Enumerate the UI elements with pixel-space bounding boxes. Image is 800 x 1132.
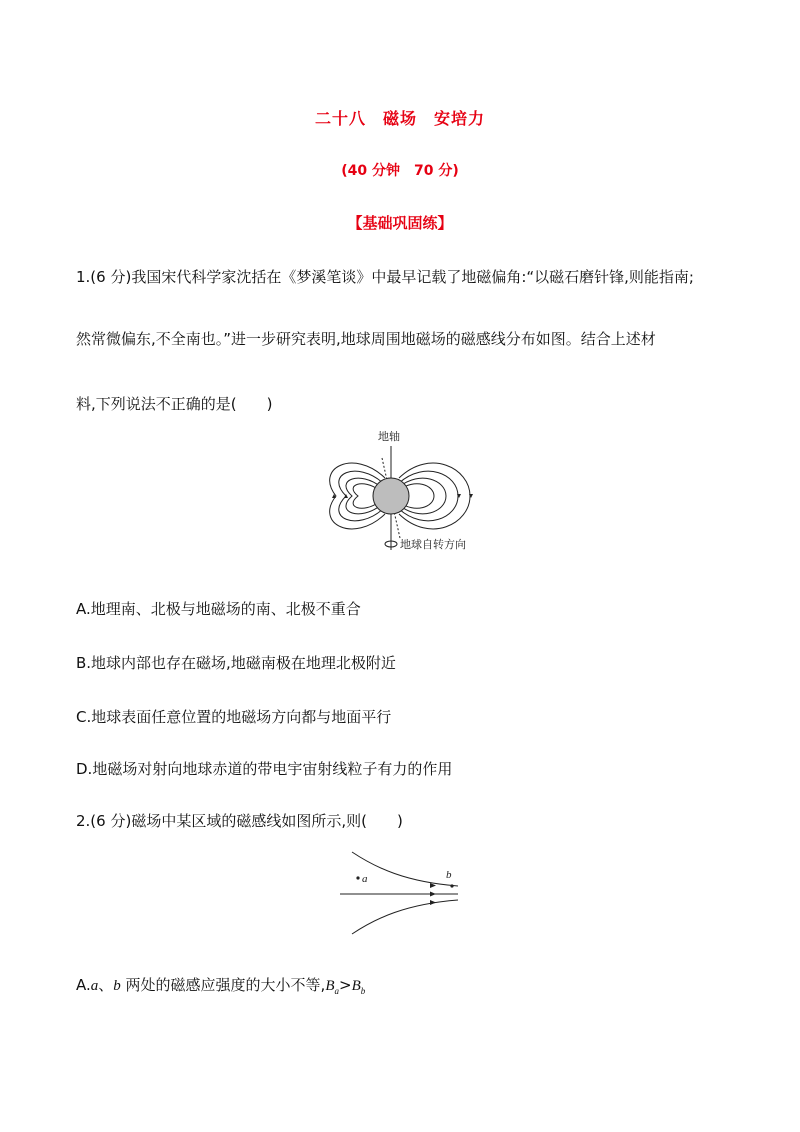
q1-option-c: C.地球表面任意位置的地磁场方向都与地面平行 [76,708,392,726]
page-title: 二十八 磁场 安培力 [314,109,485,128]
var-b: b [113,978,121,994]
earth-axis-label: 地轴 [378,430,400,443]
separator: 、 [98,976,114,994]
field-lines-figure [336,848,466,938]
q1-stem-line-3: 料,下列说法不正确的是( ) [76,395,273,413]
greater-than: > [339,976,352,994]
q1-stem-line-1: 1.(6 分)我国宋代科学家沈括在《梦溪笔谈》中最早记载了地磁偏角:“以磁石磨针锋,则能指南; [76,268,694,286]
point-a-label: a [362,873,368,885]
earth-globe [373,478,409,514]
q1-option-d: D.地磁场对射向地球赤道的带电宇宙射线粒子有力的作用 [76,760,453,778]
point-b-label: b [446,869,452,881]
time-score-subtitle: (40 分钟 70 分) [341,163,459,179]
var-B-b: B [351,978,361,994]
q1-option-a: A.地理南、北极与地磁场的南、北极不重合 [76,600,361,618]
rotation-direction-label: 地球自转方向 [400,538,466,551]
q2-stem: 2.(6 分)磁场中某区域的磁感线如图所示,则( ) [76,812,403,830]
var-a: a [90,978,99,994]
subscript-a: a [334,986,339,996]
q1-option-b: B.地球内部也存在磁场,地磁南极在地理北极附近 [76,654,396,672]
subscript-b: b [360,986,366,996]
q1-stem-line-2: 然常微偏东,不全南也。”进一步研究表明,地球周围地磁场的磁感线分布如图。结合上述材 [76,330,656,348]
section-heading: 【基础巩固练】 [347,214,453,232]
option-letter: A. [76,976,91,994]
option-text: 两处的磁感应强度的大小不等, [120,976,326,994]
q2-option-a [76,974,365,997]
earth-magnetic-field-figure [320,428,490,558]
var-B-a: B [325,978,335,994]
